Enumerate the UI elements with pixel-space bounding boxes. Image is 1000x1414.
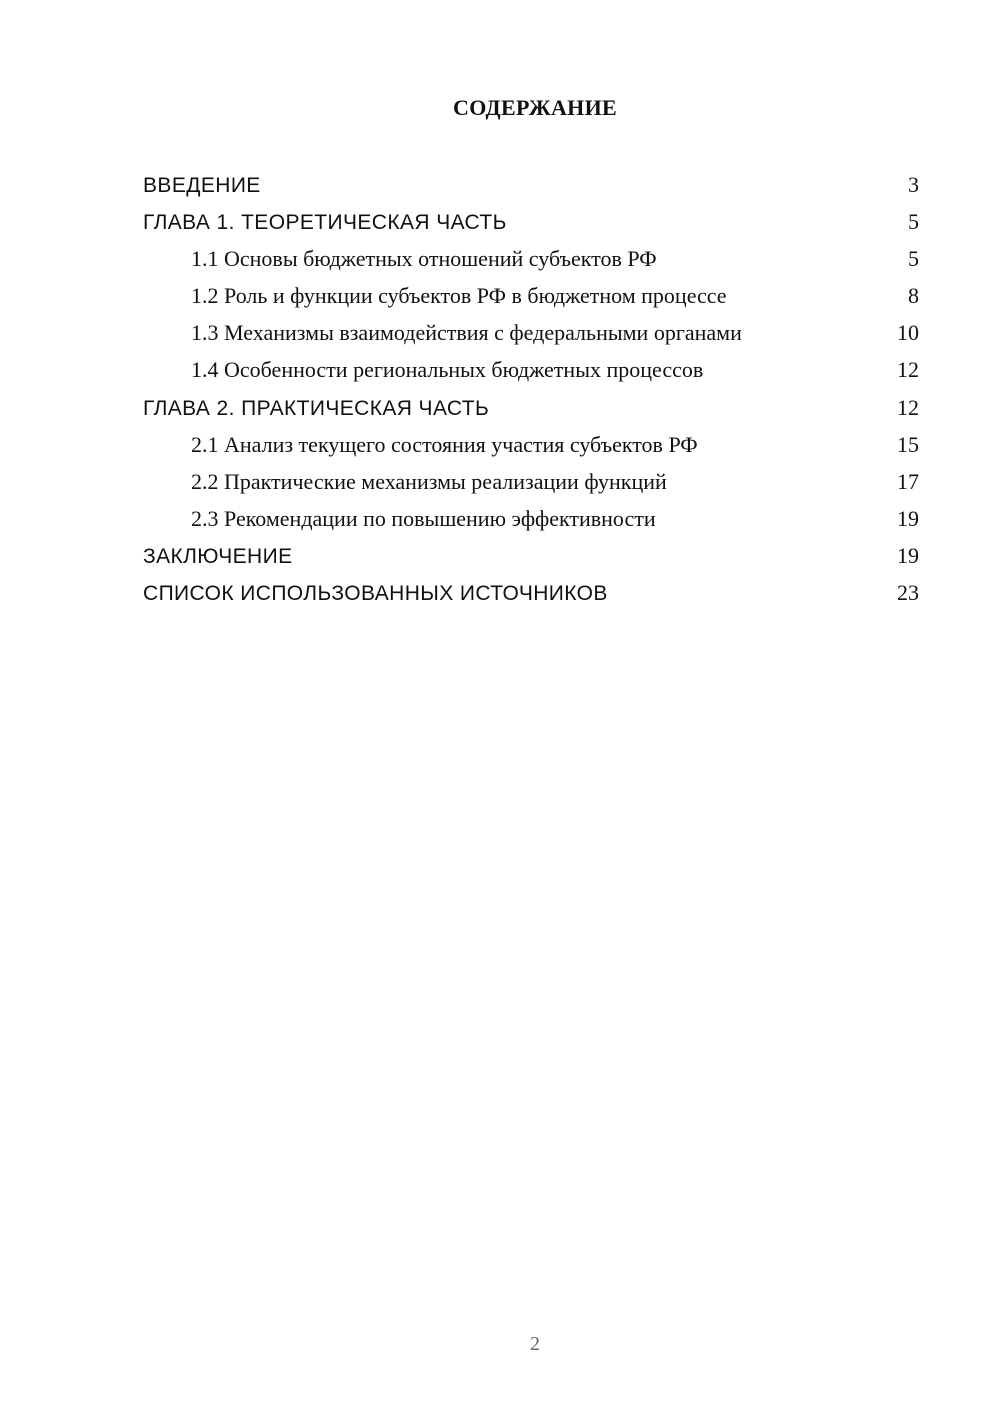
toc-entry-page: 8 [908, 283, 919, 309]
toc-entry-label: ГЛАВА 2. ПРАКТИЧЕСКАЯ ЧАСТЬ [143, 396, 490, 420]
toc-entry-label: 1.2 Роль и функции субъектов РФ в бюджетном процессе [191, 283, 727, 309]
toc-entry-label: 2.2 Практические механизмы реализации функций [191, 468, 667, 494]
toc-entry-section-1-1 [143, 240, 919, 277]
toc-entry-page: 3 [908, 172, 919, 197]
toc-entry-section-2-1 [143, 426, 919, 463]
toc-entry-section-2-2 [143, 463, 919, 500]
toc-entry-conclusion [143, 537, 919, 574]
toc-entry-label: 1.1 Основы бюджетных отношений субъектов РФ [191, 246, 657, 272]
page-number: 2 [530, 1333, 540, 1355]
toc-entry-label: ГЛАВА 1. ТЕОРЕТИЧЕСКАЯ ЧАСТЬ [143, 211, 507, 235]
toc-entry-page: 5 [908, 246, 919, 272]
toc-entry-page: 17 [897, 468, 919, 494]
toc-entry-introduction [143, 166, 919, 203]
toc-entry-page: 19 [897, 505, 919, 531]
toc-entry-label: 1.3 Механизмы взаимодействия с федеральными органами [191, 320, 742, 346]
toc-entry-section-1-4 [143, 351, 919, 388]
toc-entry-chapter-1 [143, 203, 919, 240]
toc-entry-page: 12 [897, 357, 919, 383]
toc-entry-page: 10 [897, 320, 919, 346]
toc-entry-chapter-2 [143, 389, 919, 426]
toc-entry-page: 5 [908, 209, 919, 235]
toc-entry-section-1-3 [143, 314, 919, 351]
toc-entry-page: 23 [897, 580, 919, 606]
toc-entry-label: ЗАКЛЮЧЕНИЕ [143, 544, 293, 568]
toc-entry-section-2-3 [143, 500, 919, 537]
toc-entry-page: 19 [897, 542, 919, 568]
toc-entry-page: 12 [897, 394, 919, 420]
toc-title: СОДЕРЖАНИЕ [453, 95, 617, 120]
toc-entry-label: 2.1 Анализ текущего состояния участия субъектов РФ [191, 431, 698, 457]
toc-entry-references [143, 574, 919, 611]
toc-entry-label: СПИСОК ИСПОЛЬЗОВАННЫХ ИСТОЧНИКОВ [143, 582, 608, 606]
toc-entry-label: ВВЕДЕНИЕ [143, 174, 261, 197]
toc-entry-page: 15 [897, 431, 919, 457]
toc-list [143, 166, 919, 611]
toc-entry-label: 1.4 Особенности региональных бюджетных процессов [191, 357, 704, 383]
toc-entry-label: 2.3 Рекомендации по повышению эффективности [191, 505, 656, 531]
toc-entry-section-1-2 [143, 277, 919, 314]
